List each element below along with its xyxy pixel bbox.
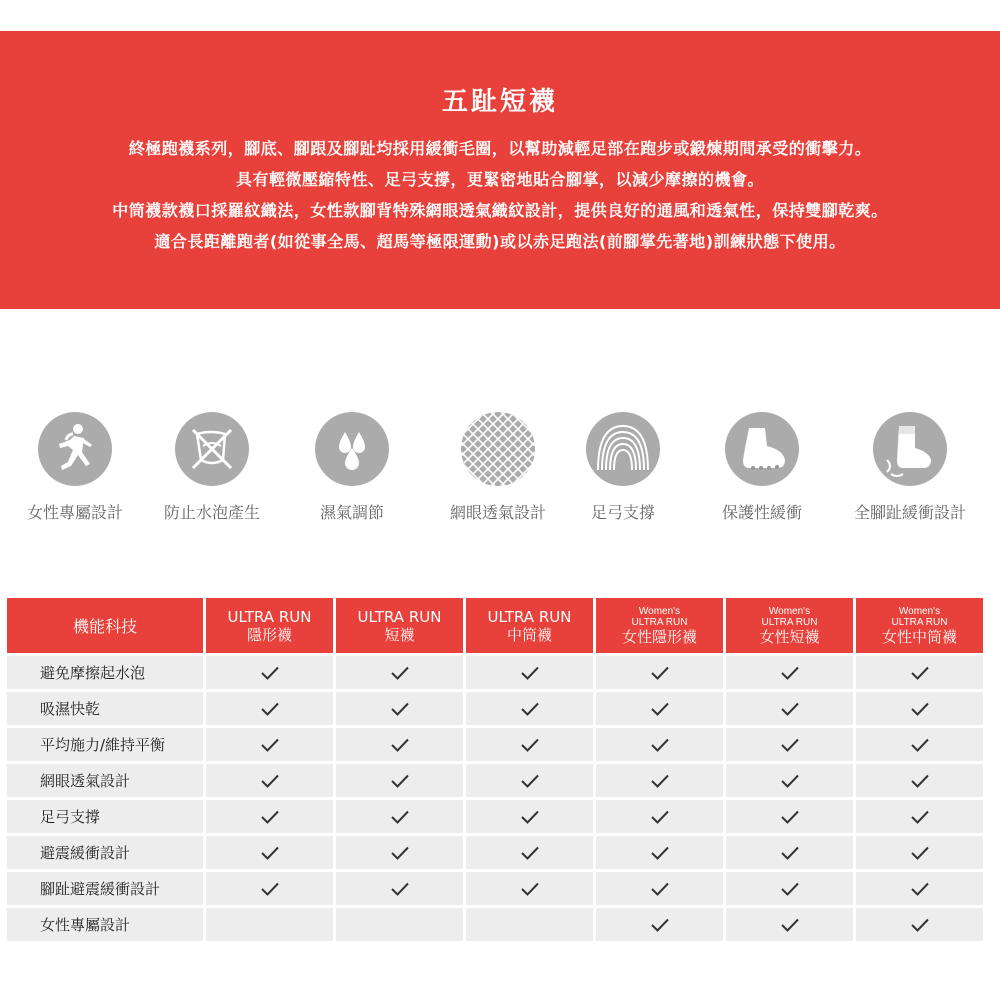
table-row <box>7 836 983 869</box>
check-icon <box>336 692 463 725</box>
check-icon <box>596 836 723 869</box>
table-row <box>7 764 983 797</box>
check-icon <box>206 872 333 905</box>
row-label: 避震緩衝設計 <box>7 836 203 869</box>
row-label: 女性專屬設計 <box>7 908 203 941</box>
feature-label: 濕氣調節 <box>319 503 384 522</box>
column-header: ULTRA RUN 中筒襪 <box>466 598 593 653</box>
check-icon <box>466 764 593 797</box>
check-icon <box>856 728 983 761</box>
check-icon <box>726 656 853 689</box>
check-icon <box>726 836 853 869</box>
table-row <box>7 728 983 761</box>
sock-icon <box>873 412 947 486</box>
check-icon <box>466 692 593 725</box>
check-icon <box>596 800 723 833</box>
row-label: 避免摩擦起水泡 <box>7 656 203 689</box>
check-icon <box>336 764 463 797</box>
check-icon <box>856 800 983 833</box>
feature-label: 網眼透氣設計 <box>449 503 546 522</box>
feature-label: 保護性緩衝 <box>721 503 802 522</box>
feature-item <box>428 412 568 523</box>
table-row <box>7 692 983 725</box>
column-header: Women's ULTRA RUN 女性中筒襪 <box>856 598 983 653</box>
check-icon <box>596 728 723 761</box>
row-label: 吸濕快乾 <box>7 692 203 725</box>
row-label: 平均施力/維持平衡 <box>7 728 203 761</box>
row-label: 網眼透氣設計 <box>7 764 203 797</box>
check-icon <box>596 764 723 797</box>
check-icon <box>206 692 333 725</box>
feature-item <box>553 412 693 523</box>
check-icon <box>856 908 983 941</box>
check-icon <box>596 692 723 725</box>
check-icon <box>596 908 723 941</box>
row-label: 足弓支撐 <box>7 800 203 833</box>
check-icon <box>336 836 463 869</box>
check-icon <box>206 728 333 761</box>
table-body <box>7 656 983 941</box>
description-line: 適合長距離跑者(如從事全馬、超馬等極限運動)或以赤足跑法(前腳掌先著地)訓練狀態下使用。 <box>154 232 846 251</box>
check-icon <box>466 728 593 761</box>
check-icon <box>856 692 983 725</box>
comparison-table <box>4 595 986 944</box>
foot-icon <box>725 412 799 486</box>
description-line: 具有輕微壓縮特性、足弓支撐，更緊密地貼合腳掌，以減少摩擦的機會。 <box>235 170 764 189</box>
arch-icon <box>586 412 660 486</box>
empty-cell <box>206 908 333 941</box>
table-row <box>7 872 983 905</box>
check-icon <box>726 872 853 905</box>
check-icon <box>206 836 333 869</box>
check-icon <box>336 800 463 833</box>
check-icon <box>466 836 593 869</box>
table-header-row <box>7 598 983 653</box>
feature-item <box>5 412 145 523</box>
check-icon <box>596 656 723 689</box>
check-icon <box>336 872 463 905</box>
check-icon <box>856 656 983 689</box>
column-header: Women's ULTRA RUN 女性隱形襪 <box>596 598 723 653</box>
feature-item <box>142 412 282 523</box>
feature-label: 女性專屬設計 <box>26 503 123 522</box>
column-header-function: 機能科技 <box>7 598 203 653</box>
check-icon <box>466 800 593 833</box>
check-icon <box>726 800 853 833</box>
check-icon <box>856 836 983 869</box>
feature-icons <box>0 412 1000 532</box>
feature-label: 足弓支撐 <box>590 503 655 522</box>
check-icon <box>206 800 333 833</box>
check-icon <box>336 656 463 689</box>
page-title: 五趾短襪 <box>441 87 558 117</box>
check-icon <box>466 656 593 689</box>
no-blister-icon <box>175 412 249 486</box>
banner <box>0 31 1000 309</box>
table-row <box>7 908 983 941</box>
feature-label: 全腳趾緩衝設計 <box>853 503 966 522</box>
check-icon <box>726 692 853 725</box>
female-runner-icon <box>38 412 112 486</box>
check-icon <box>726 728 853 761</box>
check-icon <box>336 728 463 761</box>
water-drops-icon <box>315 412 389 486</box>
description-line: 中筒襪款襪口採羅紋織法，女性款腳背特殊網眼透氣織紋設計，提供良好的通風和透氣性，保持雙腳乾爽。 <box>112 201 888 220</box>
column-header: ULTRA RUN 隱形襪 <box>206 598 333 653</box>
check-icon <box>206 764 333 797</box>
feature-label: 防止水泡產生 <box>163 503 260 522</box>
column-header: Women's ULTRA RUN 女性短襪 <box>726 598 853 653</box>
empty-cell <box>336 908 463 941</box>
feature-item <box>282 412 422 523</box>
empty-cell <box>466 908 593 941</box>
check-icon <box>206 656 333 689</box>
table-row <box>7 800 983 833</box>
feature-item <box>692 412 832 523</box>
column-header: ULTRA RUN 短襪 <box>336 598 463 653</box>
table-row <box>7 656 983 689</box>
check-icon <box>466 872 593 905</box>
check-icon <box>596 872 723 905</box>
row-label: 腳趾避震緩衝設計 <box>7 872 203 905</box>
check-icon <box>856 872 983 905</box>
description-line: 終極跑襪系列，腳底、腳跟及腳趾均採用緩衝毛圈，以幫助減輕足部在跑步或鍛煉期間承受的衝擊力。 <box>128 139 872 158</box>
check-icon <box>726 764 853 797</box>
check-icon <box>856 764 983 797</box>
feature-item <box>840 412 980 523</box>
description <box>0 133 1000 257</box>
mesh-icon <box>461 412 535 486</box>
check-icon <box>726 908 853 941</box>
